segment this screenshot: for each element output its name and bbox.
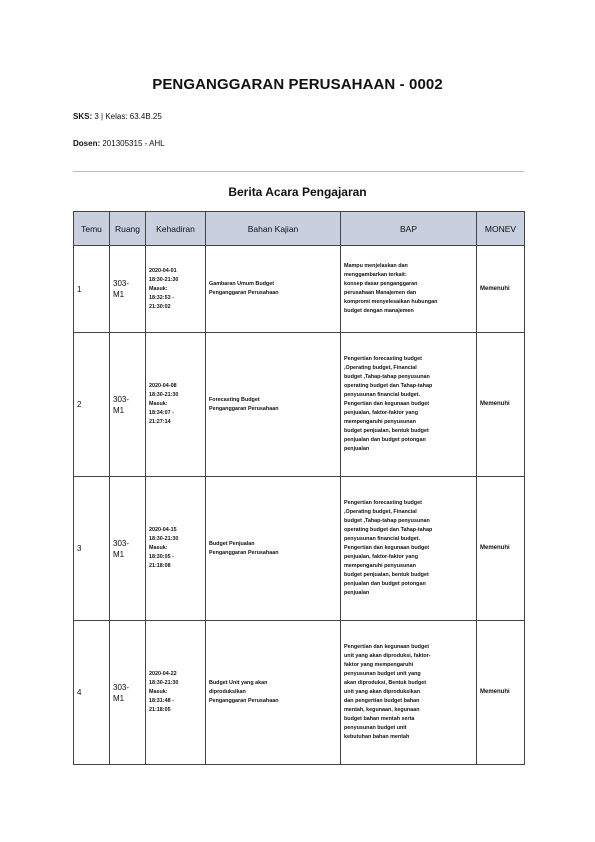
cell-bahan-kajian: Gambaran Umum Budget Penganggaran Perusahaan — [206, 246, 341, 333]
dosen-value: 201305315 - AHL — [102, 139, 165, 148]
cell-bahan-kajian: Budget Unit yang akan diproduksikan Penganggaran Perusahaan — [206, 621, 341, 765]
cell-ruang: 303- M1 — [110, 477, 146, 621]
teaching-report-table — [73, 211, 525, 765]
cell-bap: Pengertian forecasting budget ,Operating budget, Financial budget ,Tahap-tahap penyusunan operating budget dan Tahap-tahap penyusunan financial budget. Pengertian dan kegunaan budget penjualan, faktor-faktor yang mempengaruhi penyusunan budget penjualan, bentuk budget penjualan dan budget potongan penjualan — [341, 333, 477, 477]
cell-bap: Mampu menjelaskan dan menggambarkan terkait: konsep dasar penganggaran perusahaan Manajemen dan kompromi menyelesaikan hubungan budget dengan manajemen — [341, 246, 477, 333]
section-title: Berita Acara Pengajaran — [228, 185, 367, 199]
header-bap: BAP — [341, 212, 477, 246]
cell-monev: Memenuhi — [477, 477, 525, 621]
cell-bahan-kajian: Forecasting Budget Penganggaran Perusahaan — [206, 333, 341, 477]
cell-ruang: 303- M1 — [110, 246, 146, 333]
divider — [73, 171, 524, 172]
table-row — [74, 621, 525, 765]
cell-kehadiran: 2020-04-08 18:30-21:30 Masuk: 18:34:07 - 21:27:14 — [146, 333, 206, 477]
cell-ruang: 303- M1 — [110, 333, 146, 477]
header-temu: Temu — [74, 212, 110, 246]
header-monev: MONEV — [477, 212, 525, 246]
cell-temu: 3 — [74, 477, 110, 621]
cell-monev: Memenuhi — [477, 333, 525, 477]
cell-temu: 2 — [74, 333, 110, 477]
cell-bap: Pengertian dan kegunaan budget unit yang akan diproduksi, faktor- faktor yang mempengaruhi penyusunan budget unit yang akan diproduksi, Bentuk budget unit yang akan diproduksikan dan pengertian budget bahan mentah, kegunaan, kegunaan budget bahan mentah serta penyusunan budget unit kebutuhan bahan mentah — [341, 621, 477, 765]
cell-bahan-kajian: Budget Penjualan Penganggaran Perusahaan — [206, 477, 341, 621]
table-header-row — [74, 212, 525, 246]
cell-kehadiran: 2020-04-15 18:30-21:30 Masuk: 18:30:05 - 21:18:08 — [146, 477, 206, 621]
header-ruang: Ruang — [110, 212, 146, 246]
cell-monev: Memenuhi — [477, 246, 525, 333]
course-meta — [73, 112, 162, 121]
page-title: PENGANGGARAN PERUSAHAAN - 0002 — [152, 76, 443, 93]
cell-temu: 4 — [74, 621, 110, 765]
header-bahan-kajian: Bahan Kajian — [206, 212, 341, 246]
cell-temu: 1 — [74, 246, 110, 333]
cell-kehadiran: 2020-04-01 18:30-21:30 Masuk: 18:32:53 - 21:30:02 — [146, 246, 206, 333]
lecturer-meta — [73, 139, 165, 148]
dosen-label: Dosen: — [73, 139, 101, 148]
table-row — [74, 477, 525, 621]
sks-value: 3 | Kelas: 63.4B.25 — [94, 112, 162, 121]
cell-monev: Memenuhi — [477, 621, 525, 765]
cell-ruang: 303- M1 — [110, 621, 146, 765]
header-kehadiran: Kehadiran — [146, 212, 206, 246]
table-row — [74, 333, 525, 477]
sks-label: SKS: — [73, 112, 93, 121]
cell-kehadiran: 2020-04-22 18:30-21:30 Masuk: 18:31:48 - 21:18:05 — [146, 621, 206, 765]
table-row — [74, 246, 525, 333]
cell-bap: Pengertian forecasting budget ,Operating budget, Financial budget ,Tahap-tahap penyusunan operating budget dan Tahap-tahap penyusunan financial budget. Pengertian dan kegunaan budget penjualan, faktor-faktor yang mempengaruhi penyusunan budget penjualan, bentuk budget penjualan dan budget potongan penjualan — [341, 477, 477, 621]
